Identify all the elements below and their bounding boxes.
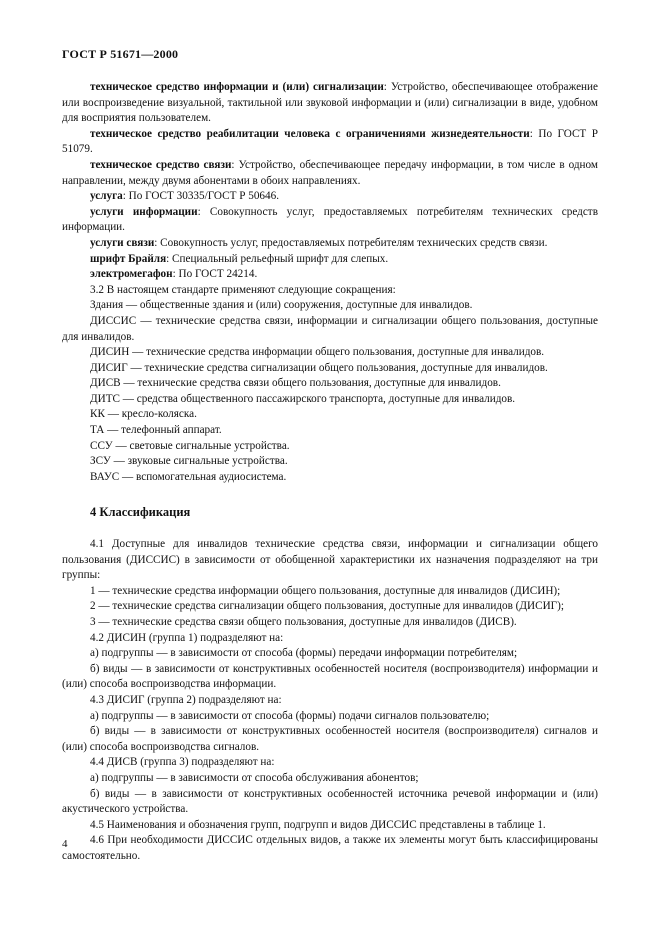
page-number: 4 xyxy=(62,838,68,850)
document-body xyxy=(62,80,598,865)
definition-item xyxy=(62,158,598,189)
definition-item xyxy=(62,205,598,236)
definition-item xyxy=(62,252,598,268)
abbreviations-intro: 3.2 В настоящем стандарте применяют следующие сокращения: xyxy=(90,283,396,296)
definition-term: услуги связи xyxy=(90,236,155,249)
definition-text: : Совокупность услуг, предоставляемых потребителям технических средств связи. xyxy=(154,236,548,249)
document-header: ГОСТ Р 51671—2000 xyxy=(62,47,179,61)
abbreviation-item: КК — кресло-коляска. xyxy=(90,408,197,421)
clause-paragraph: б) виды — в зависимости от конструктивных особенностей носителя (воспроизводителя) информации и (или) способа воспроизводства информации. xyxy=(62,662,598,691)
abbreviation-item: Здания — общественные здания и (или) сооружения, доступные для инвалидов. xyxy=(90,299,473,312)
clause-paragraph: 4.6 При необходимости ДИССИС отдельных видов, а также их элементы могут быть классифицированы самостоятельно. xyxy=(62,834,598,862)
clause-paragraph: а) подгруппы — в зависимости от способа обслуживания абонентов; xyxy=(90,771,419,784)
definition-item xyxy=(62,236,598,252)
abbreviation-item: ССУ — световые сигнальные устройства. xyxy=(90,439,290,452)
definition-term: услуги информации xyxy=(90,205,198,218)
clause-paragraph: 4.5 Наименования и обозначения групп, подгрупп и видов ДИССИС представлены в таблице 1. xyxy=(90,818,546,831)
clause-paragraph: а) подгруппы — в зависимости от способа (формы) подачи сигналов пользователю; xyxy=(90,709,490,722)
abbreviation-item: ЗСУ — звуковые сигнальные устройства. xyxy=(90,455,288,468)
definition-term: техническое средство связи xyxy=(90,158,232,171)
clause-paragraph: б) виды — в зависимости от конструктивных особенностей носителя (воспроизводителя) сигналов и (или) способа воспроизводства сигналов. xyxy=(62,725,598,753)
abbreviation-item: ДИСИГ — технические средства сигнализации общего пользования, доступные для инвалидов. xyxy=(90,361,548,374)
definition-text: : Устройство, обеспечивающее передачу информации, в том числе в одном направлении, между двумя абонентами в обоих направлениях. xyxy=(62,158,598,187)
clause-paragraph: б) виды — в зависимости от конструктивных особенностей источника речевой информации и (или) акустического устройства. xyxy=(62,787,598,816)
abbreviation-item: ДИСВ — технические средства связи общего пользования, доступные для инвалидов. xyxy=(90,377,501,390)
definition-text: : Совокупность услуг, предоставляемых потребителям технических средств информации. xyxy=(62,205,598,234)
definition-text: : Устройство, обеспечивающее отображение или воспроизведение визуальной, тактильной или звуковой информации и (или) сигнализации в виде, удобном для восприятия пользователем. xyxy=(62,81,598,125)
abbreviation-item: ВАУС — вспомогательная аудиосистема. xyxy=(90,470,287,483)
definition-item xyxy=(62,80,598,127)
abbreviation-item: ДИТС — средства общественного пассажирского транспорта, доступные для инвалидов. xyxy=(90,392,516,405)
definition-term: услуга xyxy=(90,190,123,203)
clause-paragraph: 1 — технические средства информации общего пользования, доступные для инвалидов (ДИСИН); xyxy=(90,584,561,597)
classification-list xyxy=(62,537,598,864)
abbreviations-list xyxy=(62,283,598,486)
definition-text: : По ГОСТ 24214. xyxy=(172,268,258,281)
clause-paragraph: а) подгруппы — в зависимости от способа (формы) передачи информации потребителям; xyxy=(90,647,518,660)
definition-item xyxy=(62,267,598,283)
definition-term: техническое средство информации и (или) сигнализации xyxy=(90,81,384,93)
definition-term: шрифт Брайля xyxy=(90,252,167,265)
definition-term: электромегафон xyxy=(90,268,173,281)
clause-paragraph: 4.3 ДИСИГ (группа 2) подразделяют на: xyxy=(90,693,282,706)
definition-text: : По ГОСТ 30335/ГОСТ Р 50646. xyxy=(122,190,279,203)
definition-text: : По ГОСТ Р 51079. xyxy=(62,127,598,156)
abbreviation-item: ДИССИС — технические средства связи, информации и сигнализации общего пользования, доступные для инвалидов. xyxy=(62,314,598,343)
clause-paragraph: 3 — технические средства связи общего пользования, доступные для инвалидов (ДИСВ). xyxy=(90,616,517,628)
section-heading: 4 Классификация xyxy=(90,505,191,520)
definitions-list xyxy=(62,80,598,283)
abbreviation-item: ДИСИН — технические средства информации общего пользования, доступные для инвалидов. xyxy=(90,346,545,359)
clause-paragraph: 4.4 ДИСВ (группа 3) подразделяют на: xyxy=(90,756,275,769)
clause-paragraph: 2 — технические средства сигнализации общего пользования, доступные для инвалидов (ДИСИГ); xyxy=(90,600,564,613)
definition-term: техническое средство реабилитации человека с ограничениями жизнедеятельности xyxy=(90,127,530,140)
definition-item xyxy=(62,127,598,158)
definition-item xyxy=(62,189,598,205)
definition-text: : Специальный рельефный шрифт для слепых. xyxy=(166,252,389,265)
abbreviation-item: ТА — телефонный аппарат. xyxy=(90,424,222,437)
clause-paragraph: 4.2 ДИСИН (группа 1) подразделяют на: xyxy=(90,631,284,644)
clause-paragraph: 4.1 Доступные для инвалидов технические средства связи, информации и сигнализации общего пользования (ДИССИС) в зависимости от обобщенной характеристики их назначения подразделяют на три группы: xyxy=(62,538,598,582)
